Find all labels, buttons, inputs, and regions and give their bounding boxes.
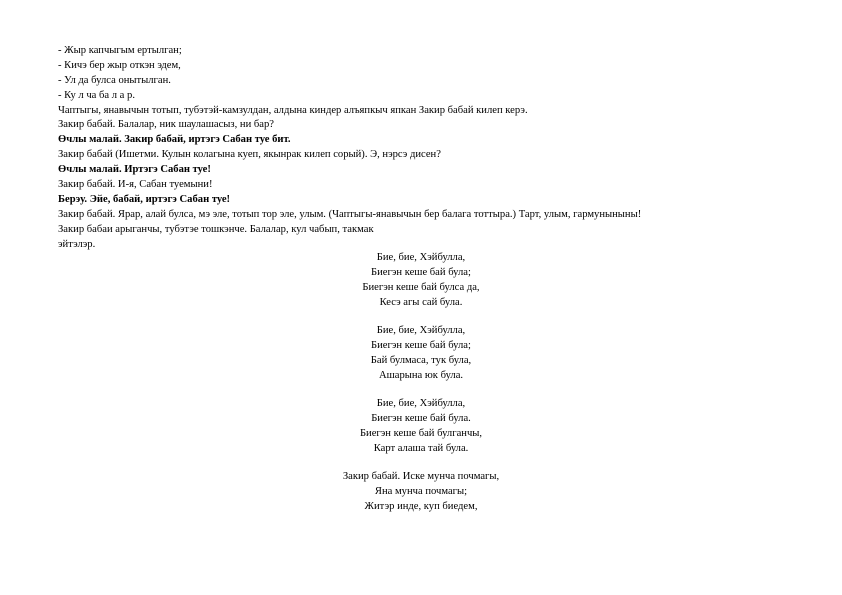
poem-line: Закир бабай. Иске мунча почмагы, xyxy=(342,470,500,482)
poem-line: Биегэн кеше бай булса да, xyxy=(362,281,480,293)
poem-line: Бие, бие, Хэйбулла, xyxy=(376,397,466,409)
poem-stanza xyxy=(0,324,842,384)
dialogue-line: Өчлы малай. Иртэгэ Сабан туе! xyxy=(58,164,211,176)
dialogue-line: Өчлы малай. Закир бабай, иртэгэ Сабан туе бит. xyxy=(58,134,291,146)
poem-stanza xyxy=(0,251,842,311)
poem-line: Ашарына юк була. xyxy=(378,369,464,381)
dialogue-line: Берэу. Эйе, бабай, иртэгэ Сабан туе! xyxy=(58,193,231,205)
poem-line: Биегэн кеше бай була; xyxy=(371,266,471,278)
text-line: - Жыр капчыгым ертылган; xyxy=(58,45,182,56)
poem-stanza xyxy=(0,470,842,515)
dialogue-block xyxy=(58,44,798,252)
poem-line: Бие, бие, Хэйбулла, xyxy=(376,252,466,263)
text-line: - Ку л ча ба л а р. xyxy=(58,89,135,101)
dialogue-line: Закир бабай. Балалар, ник шаулашасыз, ни бар? xyxy=(58,119,274,131)
dialogue-line: Закир бабай (Ишетми. Кулын колагына куеп, якынрак килеп сорый). Э, нэрсэ дисен? xyxy=(58,149,441,161)
poem-block xyxy=(0,251,842,515)
poem-line: Биегэн кеше бай була. xyxy=(371,412,471,424)
text-line: - Ул да булса онытылган. xyxy=(58,74,171,86)
poem-line: Биегэн кеше бай булганчы, xyxy=(359,427,483,439)
poem-line: Карт алаша тай була. xyxy=(373,442,469,454)
poem-line: Бие, бие, Хэйбулла, xyxy=(376,324,466,336)
dialogue-line: Закир бабай. Ярар, алай булса, мэ эле, тотып тор эле, улым. (Чаптыгы-янавычын бер балага тоттыра.) Тарт, улым, гармуныныны! xyxy=(58,208,642,220)
stage-direction: Закир бабаи арыганчы, тубэтэе тошкэнче. Балалар, кул чабып, такмак xyxy=(58,223,374,235)
poem-line: Кесэ агы сай була. xyxy=(379,296,463,308)
text-line: - Кичэ бер жыр откэн эдем, xyxy=(58,59,181,71)
poem-line: Житэр инде, куп биедем, xyxy=(364,500,478,512)
stage-direction: Чаптыгы, янавычын тотып, тубэтэй-камзулдан, алдына киндер алъяпкыч япкан Закир бабай килеп керэ. xyxy=(58,104,528,116)
stage-direction: эйтэлэр. xyxy=(58,238,96,250)
dialogue-line: Закир бабай. И-я, Сабан туемыни! xyxy=(58,179,213,191)
poem-line: Яна мунча почмагы; xyxy=(374,485,468,497)
poem-line: Бай булмаса, тук була, xyxy=(370,354,472,366)
poem-stanza xyxy=(0,397,842,457)
poem-line: Биегэн кеше бай була; xyxy=(371,339,471,351)
